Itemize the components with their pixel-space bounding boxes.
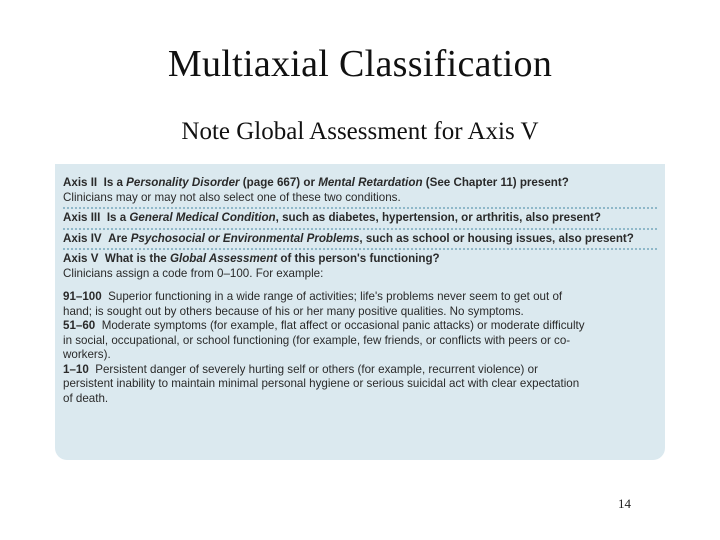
axis-iii-question-post: , such as diabetes, hypertension, or arthritis, also present? [275,211,601,224]
axis-ii-note: Clinicians may or may not also select one of these two conditions. [63,190,401,204]
axis-v-question-pre: What is the [104,252,170,265]
slide-title: Multiaxial Classification [167,43,553,85]
axis-iii-section [63,209,657,230]
axis-ii-question-post: (See Chapter 11) present? [422,176,569,189]
gaf-description-line: in social, occupational, or school functioning (for example, few friends, or conflicts with peers or co- [63,333,571,347]
gaf-description-line: Persistent danger of severely hurting self or others (for example, recurrent violence) or [95,362,538,376]
axis-iii-question-pre: Is a [106,211,130,224]
axis-iv-question-pre: Are [108,231,131,245]
gaf-description-line: workers). [63,348,111,361]
axis-iv-term: Psychosocial or Environmental Problems [130,231,360,245]
gaf-range: 91–100 [63,290,102,303]
axis-iii-label: Axis III [63,211,101,224]
axis-ii-label: Axis II [63,176,98,189]
slide-subtitle: Note Global Assessment for Axis V [181,118,539,145]
axis-iv-label: Axis IV [63,231,102,245]
axis-ii-section [63,164,657,209]
axis-v-question-post: of this person's functioning? [277,252,440,265]
axis-iii-term: General Medical Condition [129,211,276,224]
gaf-description-line: of death. [63,391,109,405]
gaf-range: 51–60 [63,319,96,332]
axis-v-label: Axis V [63,252,99,265]
axis-v-note: Clinicians assign a code from 0–100. For example: [63,266,324,280]
axis-v-term: Global Assessment [169,252,278,265]
gaf-example [63,363,657,407]
gaf-description-line: hand; is sought out by others because of his or her many positive qualities. No symptoms. [63,304,524,318]
axis-ii-term-personality: Personality Disorder [126,176,240,189]
page-number: 14 [618,496,631,511]
axis-iv-question-post: , such as school or housing issues, also present? [359,231,634,245]
axis-iv-section [63,230,657,251]
axis-ii-term-retardation: Mental Retardation [318,176,423,189]
gaf-description-line: Superior functioning in a wide range of activities; life's problems never seem to get out of [108,290,563,303]
gaf-example [63,319,657,363]
gaf-range: 1–10 [63,362,89,376]
axis-ii-question-pre: Is a [103,176,127,189]
gaf-description-line: persistent inability to maintain minimal personal hygiene or serious suicidal act with clear expectation [63,377,580,390]
gaf-description-line: Moderate symptoms (for example, flat affect or occasional panic attacks) or moderate difficulty [101,319,585,332]
gaf-example [63,290,657,319]
axis-ii-question-mid: (page 667) or [239,176,319,189]
axis-table-image [55,164,665,460]
axis-v-section [63,250,657,408]
